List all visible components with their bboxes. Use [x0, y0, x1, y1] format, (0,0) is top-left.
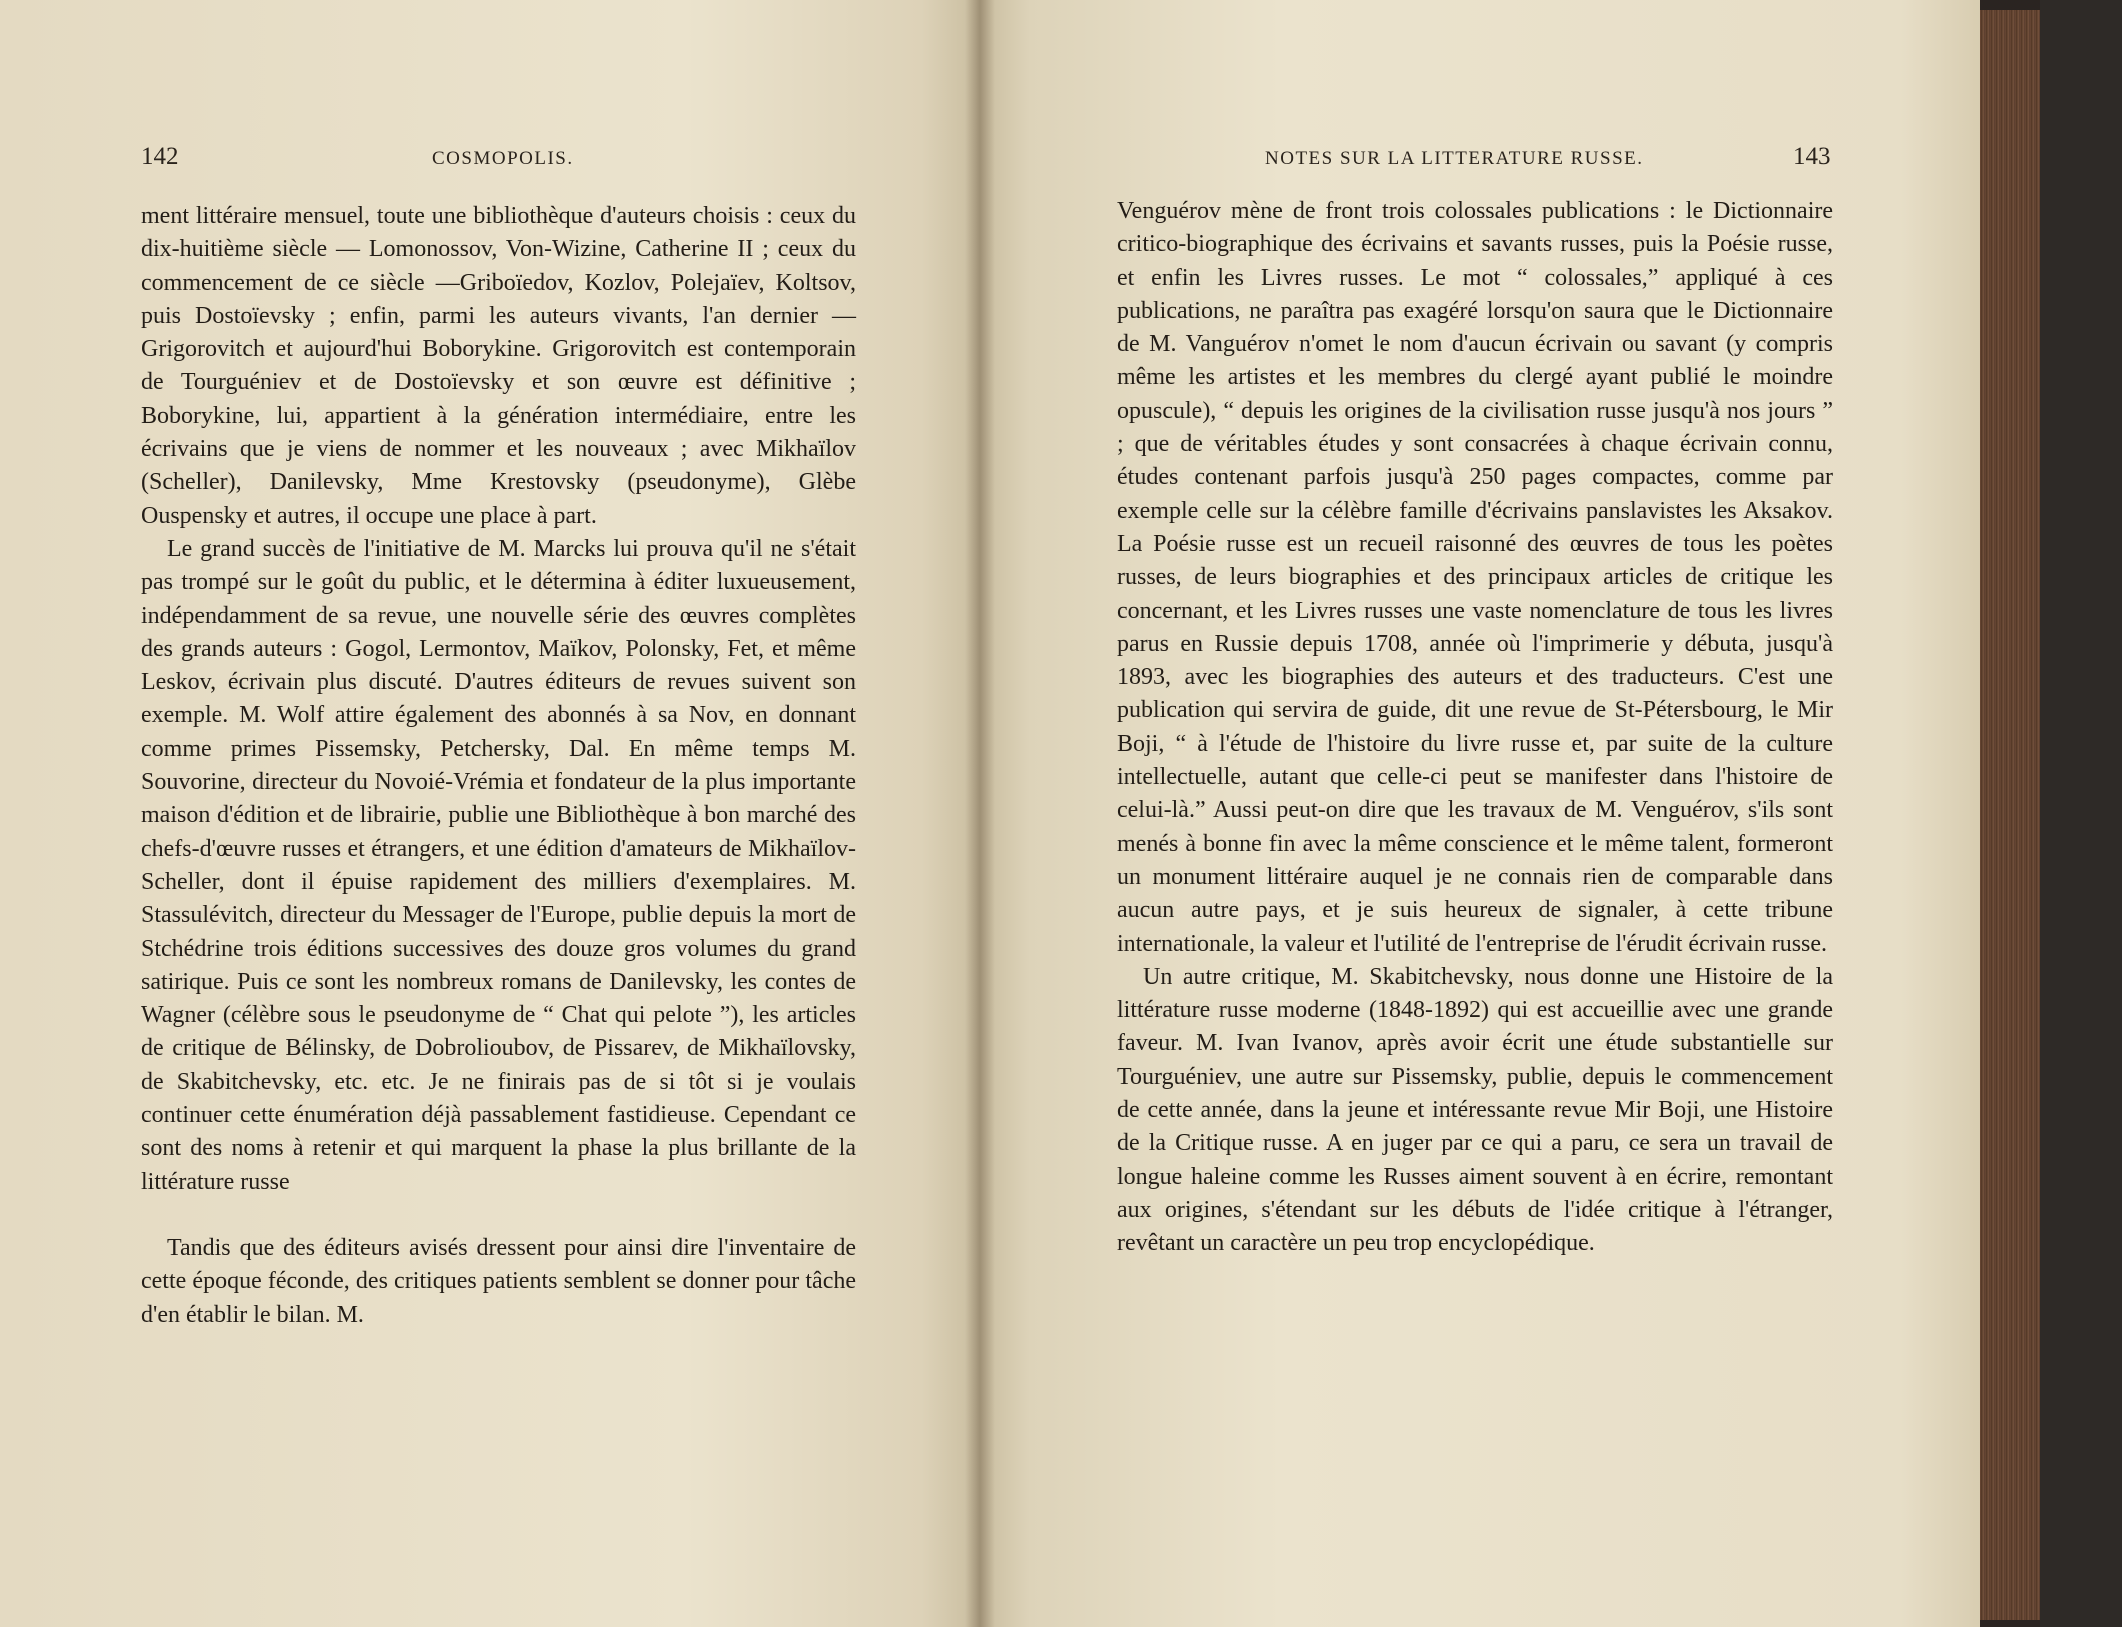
book-cover — [2040, 0, 2122, 1627]
left-running-head: COSMOPOLIS. — [432, 148, 574, 169]
left-paragraph-3: Tandis que des éditeurs avisés dressent pour ainsi dire l'inventaire de cette époque féconde, des critiques patients semblent se donner pour tâche d'en établir le bilan. M. — [141, 1234, 856, 1328]
book-gutter — [965, 0, 995, 1627]
left-paragraph-1: ment littéraire mensuel, toute une bibliothèque d'auteurs choisis : ceux du dix-huitième siècle — Lomonossov, Von-Wizine, Catherine II ; ceux du commencement de ce siècle —Griboïedov, Kozlov, Polejaïev, Koltsov, puis Dostoïevsky ; enfin, parmi les auteurs vivants, l'an dernier — Grigorovitch et aujourd'hui Boborykine. Grigorovitch est contemporain de Tourguéniev et de Dostoïevsky et son œuvre est définitive ; Boborykine, lui, appartient à la génération intermédiaire, entre les écrivains que je viens de nommer et les nouveaux ; avec Mikhaïlov (Scheller), Danilevsky, Mme Krestovsky (pseudonyme), Glèbe Ouspensky et autres, il occupe une place à part. — [141, 203, 856, 529]
left-page-body — [141, 200, 856, 1332]
right-paragraph-1: Venguérov mène de front trois colossales publications : le Dictionnaire critico-biographique des écrivains et savants russes, puis la Poésie russe, et enfin les Livres russes. Le mot “ colossales,” appliqué à ces publications, ne paraîtra pas exagéré lorsqu'on saura que le Dictionnaire de M. Vanguérov n'omet le nom d'aucun écrivain ou savant (y compris même les artistes et les membres du clergé ayant publié le moindre opuscule), “ depuis les origines de la civilisation russe jusqu'à nos jours ” ; que de véritables études y sont consacrées à chaque écrivain connu, études contenant parfois jusqu'à 250 pages compactes, comme par exemple celle sur la célèbre famille d'écrivains panslavistes les Aksakov. La Poésie russe est un recueil raisonné des œuvres de tous les poètes russes, de leurs biographies et des principaux articles de critique les concernant, et les Livres russes une vaste nomenclature de tous les livres parus en Russie depuis 1708, année où l'imprimerie y débuta, jusqu'à 1893, avec les biographies des auteurs et des traducteurs. C'est une publication qui servira de guide, dit une revue de St-Pétersbourg, le Mir Boji, “ à l'étude de l'histoire du livre russe et, par suite de la culture intellectuelle, autant que celle-ci peut se manifester dans l'histoire de celui-là.” Aussi peut-on dire que les travaux de M. Venguérov, s'ils sont menés à bonne fin avec la même conscience et le même talent, formeront un monument littéraire auquel je ne connais rien de comparable dans aucun autre pays, et je suis heureux de signaler, à cette tribune internationale, la valeur et l'utilité de l'entreprise de l'érudit écrivain russe. — [1117, 198, 1833, 957]
page-block-edges — [1980, 10, 2040, 1620]
left-paragraph-2: Le grand succès de l'initiative de M. Marcks lui prouva qu'il ne s'était pas trompé sur le goût du public, et le détermina à éditer luxueusement, indépendamment de sa revue, une nouvelle série des œuvres complètes des grands auteurs : Gogol, Lermontov, Maïkov, Polonsky, Fet, et même Leskov, écrivain plus discuté. D'autres éditeurs de revues suivent son exemple. M. Wolf attire également des abonnés à sa Nov, en donnant comme primes Pissemsky, Petchersky, Dal. En même temps M. Souvorine, directeur du Novoié-Vrémia et fondateur de la plus importante maison d'édition et de librairie, publie une Bibliothèque à bon marché des chefs-d'œuvre russes et étrangers, et une édition d'amateurs de Mikhaïlov-Scheller, dont il épuise rapidement des milliers d'exemplaires. M. Stassulévitch, directeur du Messager de l'Europe, publie depuis la mort de Stchédrine trois éditions successives des douze gros volumes du grand satirique. Puis ce sont les nombreux romans de Danilevsky, les contes de Wagner (célèbre sous le pseudonyme de “ Chat qui pelote ”), les articles de critique de Bélinsky, de Dobrolioubov, de Pissarev, de Mikhaïlovsky, de Skabitchevsky, etc. etc. Je ne finirais pas de si tôt si je voulais continuer cette énumération déjà passablement fastidieuse. Cependant ce sont des noms à retenir et qui marquent la phase la plus brillante de la littérature russe — [141, 535, 856, 1195]
right-page-body — [1117, 195, 1833, 1261]
left-page-number: 142 — [141, 143, 179, 170]
right-paragraph-2: Un autre critique, M. Skabitchevsky, nous donne une Histoire de la littérature russe moderne (1848-1892) qui est accueillie avec une grande faveur. M. Ivan Ivanov, après avoir écrit une étude substantielle sur Tourguéniev, une autre sur Pissemsky, publie, depuis le commencement de cette année, dans la jeune et intéressante revue Mir Boji, une Histoire de la Critique russe. A en juger par ce qui a paru, ce sera un travail de longue haleine comme les Russes aiment souvent à en écrire, remontant aux origines, s'étendant sur les débuts de l'idée critique à l'étranger, revêtant un caractère un peu trop encyclopédique. — [1117, 963, 1833, 1257]
right-running-head: NOTES SUR LA LITTERATURE RUSSE. — [1265, 148, 1644, 169]
right-page-number: 143 — [1793, 143, 1831, 170]
left-page — [0, 0, 980, 1627]
